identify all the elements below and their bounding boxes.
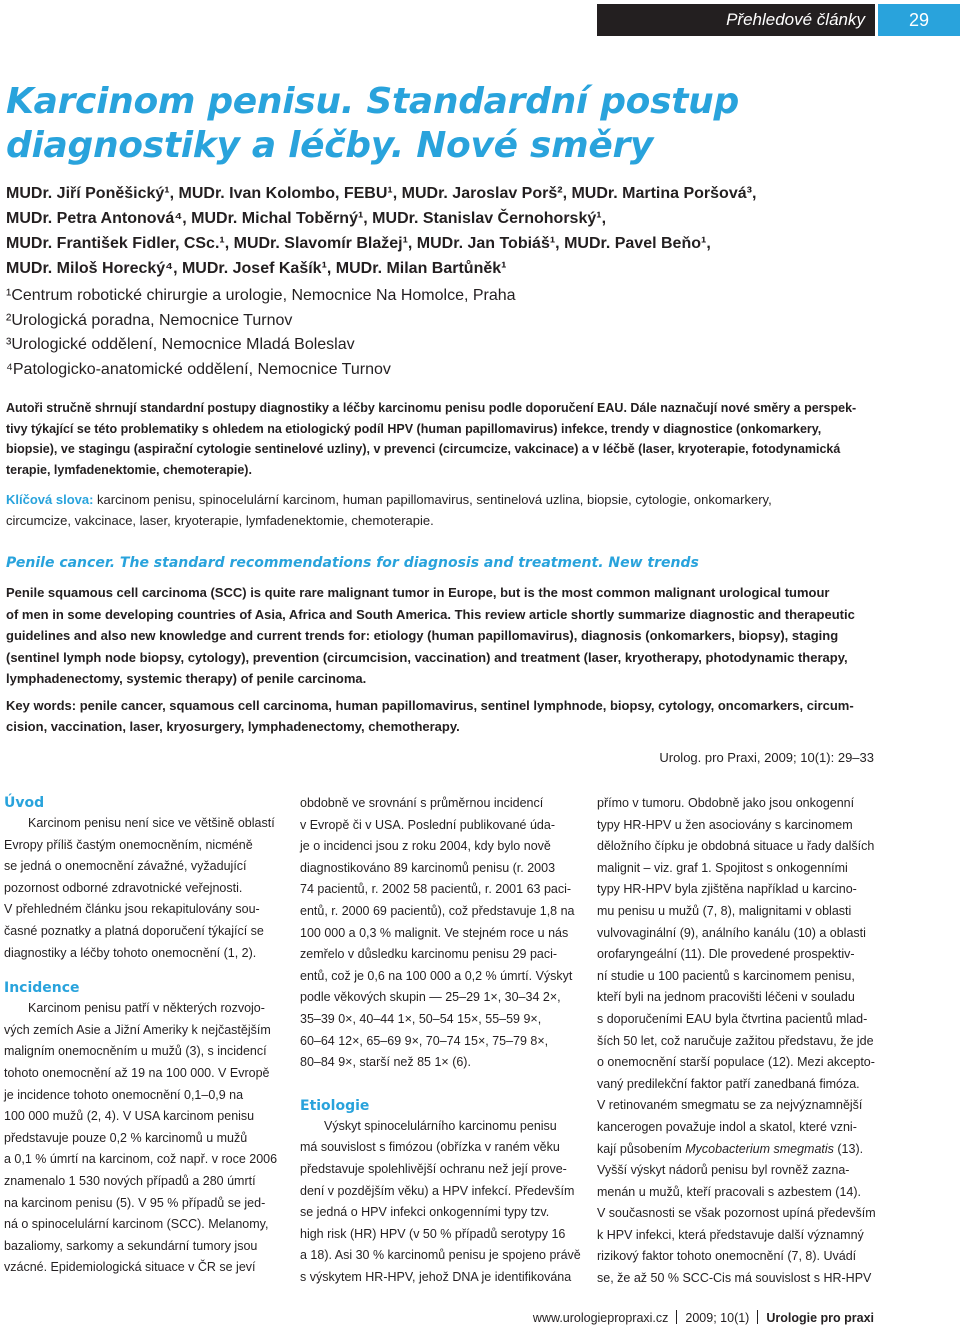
text-line: Karcinom penisu patří v některých rozvojo- (28, 1001, 265, 1016)
author-line: MUDr. Miloš Horecký⁴, MUDr. Josef Kašík¹, MUDr. Milan Bartůněk¹ (6, 260, 507, 277)
text-line: rizikový faktor tohoto onemocnění (7, 8). Uvádí (597, 1249, 857, 1264)
author-list (6, 181, 886, 281)
section-heading-etiologie: Etiologie (300, 1097, 370, 1114)
keywords-label: Key words: (6, 698, 77, 713)
abstract-line: of men in some developing countries of Asia, Africa and South America. This review article shortly summarize diagnostic and therapeutic (6, 606, 855, 622)
keywords-text: karcinom penisu, spinocelulární karcinom, human papillomavirus, sentinelová uzlina, biopsie, cytologie, onkomarkery, (93, 492, 772, 507)
citation: Urolog. pro Praxi, 2009; 10(1): 29–33 (659, 750, 874, 765)
section-heading-uvod: Úvod (4, 795, 45, 811)
text-line: se jedná o HPV infekci onkogenními typy tzv. (300, 1205, 550, 1220)
column-3 (597, 793, 875, 1290)
text-line: pozornost odborné zdravotnické veřejnosti. (4, 880, 243, 895)
keywords-label: Klíčová slova: (6, 492, 94, 507)
text-line: diagnostikováno 89 karcinomů penisu (r. 2003 (300, 860, 556, 875)
footer-journal: Urologie pro praxi (766, 1311, 874, 1325)
abstract-line: tivy týkající se této problematiky s ohledem na etiologický podíl HPV (human papillomavirus) infekce, trendy v diagnostice (onkomarkery, (6, 421, 822, 436)
text-line: podle věkových skupin — 25–29 1×, 30–34 2×, (300, 990, 561, 1005)
text-line: na karcinom penisu (5). V 95 % případů se jed- (4, 1195, 266, 1210)
text-line: s výskytem HR-HPV, jehož DNA je identifikována (300, 1269, 572, 1284)
abstract-line: Autoři stručně shrnují standardní postupy diagnostiky a léčby karcinomu penisu podle doporučení EAU. Dále naznačují nové směry a perspek- (6, 401, 857, 415)
affiliation-list (6, 284, 886, 382)
text-line: Vyšší výskyt nádorů penisu byl rovněž zazna- (597, 1163, 850, 1178)
text-line: znamenalo 1 530 nových případů a 280 úmrtí (4, 1173, 256, 1188)
text-line: diagnostiky a léčby tohoto onemocnění (1, 2). (4, 945, 257, 960)
text-line: maligním onemocněním u mužů (3), s incidencí (4, 1044, 267, 1059)
text-line: a 18). Asi 30 % karcinomů penisu je spojeno právě (300, 1248, 581, 1263)
text-line: typy HR-HPV u žen asociovány s karcinomem (597, 817, 853, 832)
text-line: menán u mužů, kteří pracovali s azbestem (14). (597, 1184, 862, 1199)
text-line: je incidence tohoto onemocnění 0,1–0,9 na (4, 1087, 244, 1102)
text-line: kancerogen považuje indol a skatol, které vzni- (597, 1119, 857, 1134)
page-number-box (878, 4, 960, 36)
text-line: 60–64 12×, 65–69 9×, 70–74 15×, 75–79 8×, (300, 1033, 549, 1048)
text-line: entů, r. 2000 69 pacientů), což představuje 1,8 na (300, 903, 575, 918)
keywords-line: cision, vaccination, laser, kryosurgery, lymphadenectomy, chemotherapy. (6, 719, 460, 734)
text-line: V současnosti se však pozornost upíná především (597, 1206, 876, 1221)
keywords-line: circumcize, vakcinace, laser, kryoterapie, lymfadenektomie, chemoterapie. (6, 513, 434, 528)
column-2 (300, 793, 581, 1288)
text-line: s doporučeními EAU byla čtvrtina pacientů mlad- (597, 1011, 868, 1026)
abstract-line: biopsie), ve stagingu (aspirační cytologie sentinelové uzliny), v prevenci (circumcize, vakcinace) a v léčbě (laser, kryoterapie, fotodynamická (6, 442, 841, 457)
text-line: orofaryngeální (11). Dle provedené prospektiv- (597, 947, 855, 962)
keywords-cz (6, 489, 886, 531)
english-title: Penile cancer. The standard recommendations for diagnosis and treatment. New trends (6, 555, 699, 571)
title-line: diagnostiky a léčby. Nové směry (6, 125, 654, 166)
text-line: 35–39 0×, 40–44 1×, 50–54 15×, 55–59 9×, (300, 1011, 542, 1026)
text-line: zemřelo v důsledku karcinomu penisu 29 paci- (300, 947, 558, 962)
footer-divider (757, 1310, 758, 1324)
text-fragment: kají působením (597, 1141, 686, 1156)
text-line: má souvislost s fimózou (obřízka v raném věku (300, 1140, 560, 1155)
text-line: přímo v tumoru. Obdobně jako jsou onkogenní (597, 796, 855, 810)
text-line: 100 000 mužů (2, 4). V USA karcinom penisu (4, 1109, 255, 1124)
page-footer (533, 1310, 874, 1325)
footer-divider (676, 1310, 677, 1324)
text-line: se, že až 50 % SCC-Cis má souvislost s HR-HPV (597, 1271, 872, 1286)
affiliation: ⁴Patologicko-anatomické oddělení, Nemocnice Turnov (6, 360, 391, 378)
keywords-line (6, 489, 886, 510)
text-line: Výskyt spinocelulárního karcinomu penisu (324, 1118, 557, 1133)
title-line: Karcinom penisu. Standardní postup (6, 81, 739, 122)
text-line: typy HR-HPV byla zjištěna například u karcino- (597, 882, 857, 897)
text-fragment: (13). (833, 1141, 864, 1156)
text-line: high risk (HR) HPV (v 50 % případů serotypy 16 (300, 1226, 566, 1241)
text-line: vulvovaginální (9), análního kanálu (10) a oblasti (597, 925, 866, 940)
affiliation: ²Urologická poradna, Nemocnice Turnov (6, 311, 293, 329)
text-line: 100 000 a 0,3 % malignit. Ve stejném roce u nás (300, 925, 569, 940)
text-line: je o incidenci jsou z roku 2004, kdy bylo nově (300, 839, 551, 854)
text-line: v Evropě či v USA. Poslední publikované úda- (300, 817, 555, 832)
text-line: entů, což je 0,6 na 100 000 a 0,2 % úmrtí. Výskyt (300, 968, 573, 983)
text-line: kteří byli na jednom pracovišti léčeni v souladu (597, 990, 855, 1005)
text-line: V přehledném článku jsou rekapitulovány sou- (4, 902, 260, 917)
section-label: Přehledové články (726, 10, 865, 29)
article-title (6, 80, 906, 168)
text-line: děložního čípku je obdobná situace u řady dalších (597, 839, 875, 854)
text-line: obdobně ve srovnání s průměrnou incidencí (300, 796, 544, 810)
text-line: vaný predilekční faktor patří zanedbaná fimóza. (597, 1076, 860, 1091)
affiliation: ³Urologické oddělení, Nemocnice Mladá Boleslav (6, 336, 355, 353)
abstract-line: Penile squamous cell carcinoma (SCC) is quite rare malignant tumor in Europe, but is the most common malignant urological tumour (6, 585, 830, 600)
text-line: představuje spolehlivější ochranu než její prove- (300, 1161, 567, 1176)
text-line: se jedná o onemocnění závažné, vyžadující (4, 859, 247, 874)
abstract-line: terapie, lymfadenektomie, chemoterapie). (6, 462, 252, 477)
text-line: malignit – viz. graf 1. Spojitost s onkogenními (597, 860, 848, 875)
text-line (597, 1139, 875, 1161)
author-line: MUDr. František Fidler, CSc.¹, MUDr. Slavomír Blažej¹, MUDr. Jan Tobiáš¹, MUDr. Pavel Beňo¹, (6, 235, 711, 252)
text-line: V retinovaném smegmatu se za nejvýznamnější (597, 1098, 863, 1113)
text-line: vzácné. Epidemiologická situace v ČR se jeví (4, 1260, 256, 1275)
text-line: tohoto onemocnění až 19 na 100 000. V Evropě (4, 1065, 270, 1080)
author-line: MUDr. Jiří Poněšický¹, MUDr. Ivan Kolombo, FEBU¹, MUDr. Jaroslav Porš², MUDr. Martina Poršová³, (6, 185, 757, 202)
section-header (597, 4, 875, 36)
abstract-line: lymphadenectomy, systemic therapy) of penile carcinoma. (6, 671, 367, 687)
abstract-cz (6, 398, 882, 480)
text-line: ších 50 let, což naručuje zažitou představu, že jde (597, 1033, 874, 1048)
text-line: 80–84 9×, starší než 85 1× (6). (300, 1055, 471, 1070)
text-line: mu penisu u mužů (7, 8), malignitami v oblasti (597, 903, 852, 918)
species-name: Mycobacterium smegmatis (685, 1141, 834, 1156)
text-line: ní studie u 100 pacientů s karcinomem penisu, (597, 968, 855, 983)
text-line: Karcinom penisu není sice ve většině oblastí (28, 816, 275, 830)
text-line: ná o spinocelulární karcinom (SCC). Melanomy, (4, 1217, 269, 1232)
keywords-text: penile cancer, squamous cell carcinoma, human papillomavirus, sentinel lymphnode, biopsy, cytology, oncomarkers, circum- (76, 698, 854, 713)
text-line: 74 pacientů, r. 2002 58 pacientů, r. 2001 63 paci- (300, 882, 572, 897)
text-line: časné poznatky a platná doporučení týkající se (4, 923, 264, 938)
abstract-en (6, 582, 882, 690)
footer-issue: 2009; 10(1) (685, 1311, 750, 1325)
abstract-line: guidelines and also new knowledge and current trends for: etiology (human papillomavirus), diagnosis (onkomarkers, biopsy), staging (6, 628, 839, 644)
page-number: 29 (908, 9, 930, 30)
text-line: bazaliomy, sarkomy a sekundární tumory jsou (4, 1238, 258, 1253)
text-line: představuje pouze 0,2 % karcinomů u mužů (4, 1130, 248, 1145)
text-line: o onemocnění starší populace (12). Mezi akcepto- (597, 1055, 875, 1070)
column-1 (4, 793, 282, 1279)
text-line: k HPV infekci, která představuje další významný (597, 1227, 864, 1242)
footer-url[interactable]: www.urologiepropraxi.cz (532, 1311, 669, 1325)
author-line: MUDr. Petra Antonová⁴, MUDr. Michal Toběrný¹, MUDr. Stanislav Černohorský¹, (6, 210, 607, 227)
text-line: Evropy příliš častým onemocněním, nicméně (4, 837, 253, 852)
text-line: vých zemích Asie a Jižní Ameriky k nejčastějším (4, 1022, 271, 1037)
text-line: dení v pozdějším věku) a HPV infekcí. Především (300, 1183, 575, 1198)
text-line: a 0,1 % úmrtí na karcinom, což např. v roce 2006 (4, 1152, 278, 1167)
abstract-line: (sentinel lymph node biopsy, cytology), prevention (circumcision, vaccination) and treatment (laser, kryotherapy, photodynamic therapy, (6, 649, 848, 665)
keywords-en (6, 695, 886, 737)
affiliation: ¹Centrum robotické chirurgie a urologie, Nemocnice Na Homolce, Praha (6, 287, 516, 304)
keywords-line (6, 695, 886, 716)
section-heading-incidence: Incidence (4, 980, 80, 997)
